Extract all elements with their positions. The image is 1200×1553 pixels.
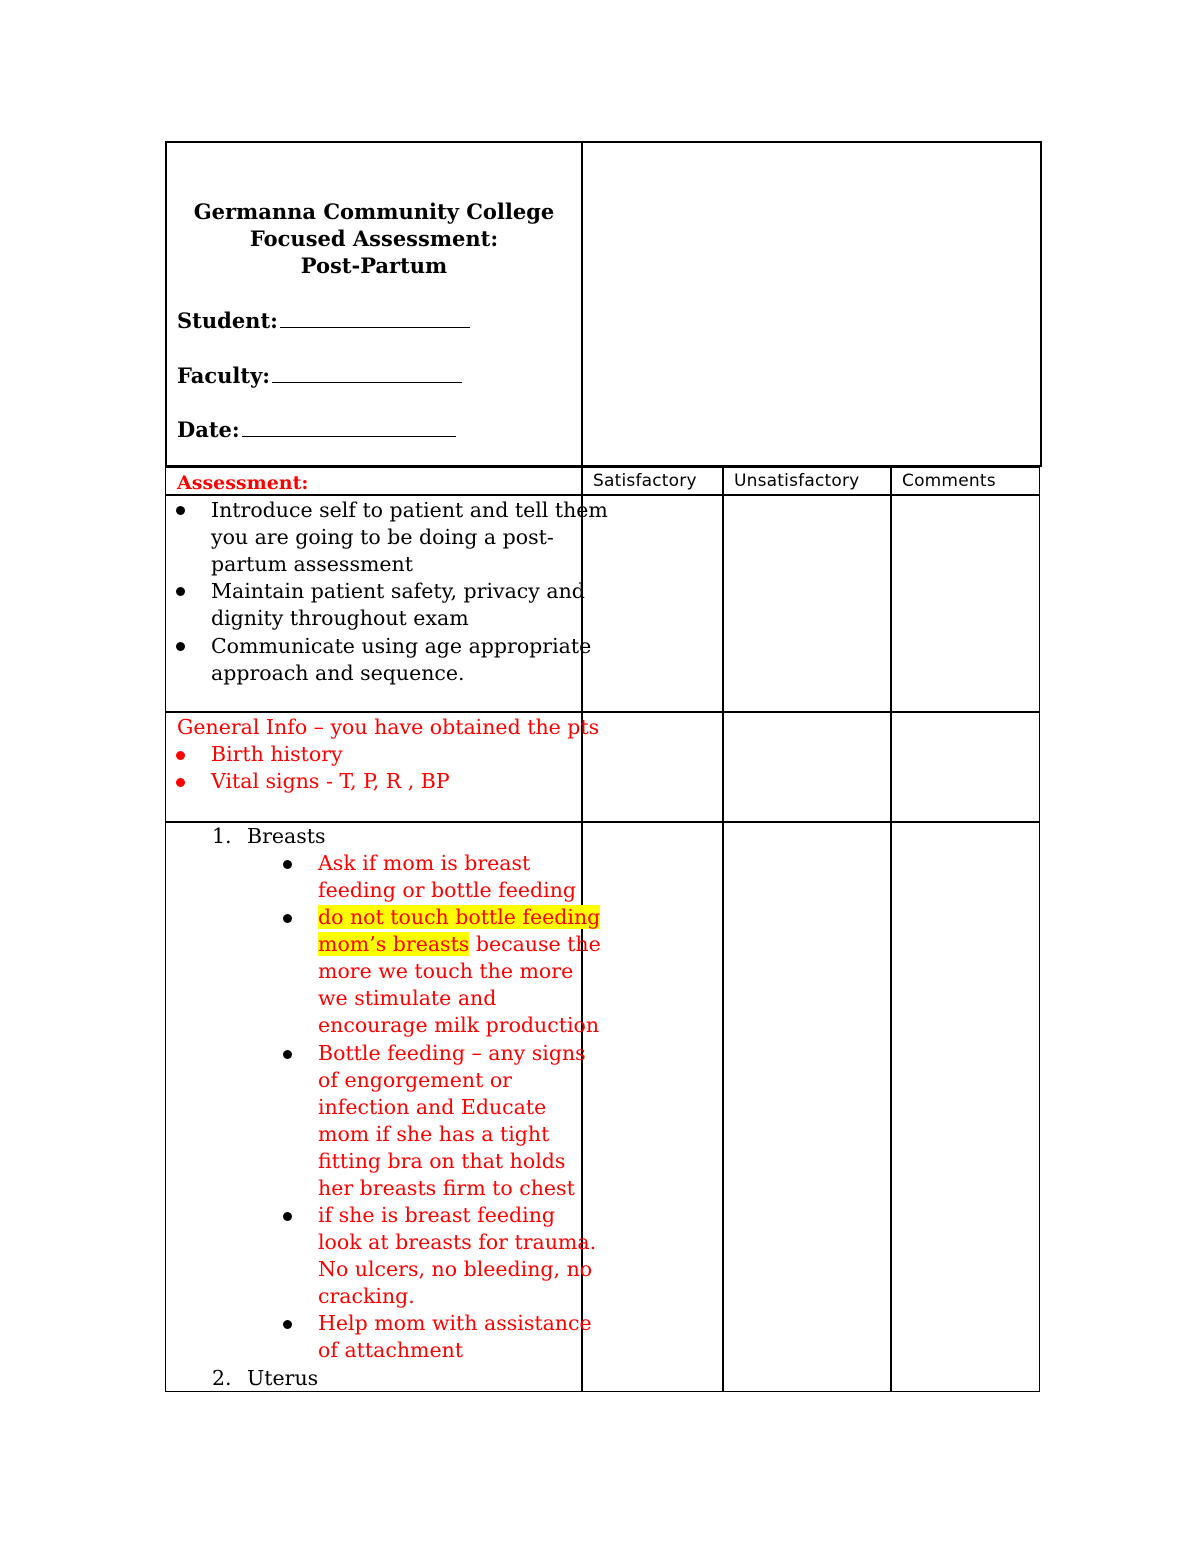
date-field[interactable] (177, 414, 456, 443)
general-info-heading: General Info – you have obtained the pts (177, 715, 600, 739)
list-item-cont: of attachment (318, 1338, 464, 1362)
numbered-item-number: 1. (212, 824, 232, 848)
student-field[interactable] (177, 305, 470, 334)
bullet-icon (283, 860, 292, 869)
assessment-heading: Assessment: (177, 472, 309, 494)
faculty-label: Faculty: (177, 363, 271, 388)
list-item-cont: mom if she has a tight (318, 1122, 550, 1146)
list-item: Birth history (211, 742, 343, 766)
list-item-cont: encourage milk production (318, 1013, 600, 1037)
list-item-cont: look at breasts for trauma. (318, 1230, 597, 1254)
list-item-cont: fitting bra on that holds (318, 1149, 566, 1173)
date-label: Date: (177, 417, 240, 442)
list-item-text: because the (469, 932, 601, 956)
list-item-highlighted (318, 904, 600, 931)
bullet-icon (283, 914, 292, 923)
list-item: Maintain patient safety, privacy and (211, 579, 585, 603)
student-label: Student: (177, 308, 278, 333)
date-blank[interactable] (242, 414, 456, 437)
list-item: Vital signs - T, P, R , BP (211, 769, 450, 793)
list-item: Ask if mom is breast (318, 851, 531, 875)
header-divider (581, 141, 583, 467)
assessment-subtitle: Post-Partum (300, 253, 448, 278)
col-unsatisfactory: Unsatisfactory (734, 471, 860, 491)
list-item-cont: we stimulate and (318, 986, 497, 1010)
bullet-icon (176, 778, 185, 787)
student-blank[interactable] (280, 305, 470, 328)
bullet-icon (176, 642, 185, 651)
bullet-icon (176, 751, 185, 760)
col-divider-3 (890, 467, 892, 1392)
list-item: Bottle feeding – any signs (318, 1041, 586, 1065)
list-item-cont: approach and sequence. (211, 661, 465, 685)
bullet-icon (283, 1320, 292, 1329)
bullet-icon (176, 587, 185, 596)
list-item-cont: you are going to be doing a post- (211, 525, 554, 549)
list-item-cont: dignity throughout exam (211, 606, 469, 630)
faculty-field[interactable] (177, 360, 462, 389)
assessment-title: Focused Assessment: (249, 226, 499, 251)
list-item: Help mom with assistance (318, 1311, 592, 1335)
list-item-cont: her breasts firm to chest (318, 1176, 575, 1200)
numbered-item-number: 2. (212, 1366, 232, 1390)
list-item-cont: infection and Educate (318, 1095, 547, 1119)
col-divider-2 (722, 467, 724, 1392)
list-item: Communicate using age appropriate (211, 634, 592, 658)
numbered-item-label: Uterus (247, 1366, 319, 1390)
list-item-cont: of engorgement or (318, 1068, 512, 1092)
list-item: Introduce self to patient and tell them (211, 498, 608, 522)
list-item-cont (318, 931, 601, 958)
numbered-item-label: Breasts (247, 824, 326, 848)
bullet-icon (283, 1212, 292, 1221)
list-item-cont: No ulcers, no bleeding, no (318, 1257, 593, 1281)
bullet-icon (176, 506, 185, 515)
bullet-icon (283, 1050, 292, 1059)
highlighted-text: mom’s breasts (318, 932, 470, 956)
faculty-blank[interactable] (272, 360, 462, 383)
row-divider-1 (165, 711, 1040, 713)
list-item-cont: cracking. (318, 1284, 415, 1308)
list-item-cont: more we touch the more (318, 959, 574, 983)
col-satisfactory: Satisfactory (593, 471, 697, 491)
list-item: if she is breast feeding (318, 1203, 556, 1227)
college-name: Germanna Community College (193, 199, 555, 224)
highlighted-text: do not touch bottle feeding (318, 905, 601, 929)
list-item-cont: feeding or bottle feeding (318, 878, 577, 902)
list-item-cont: partum assessment (211, 552, 413, 576)
col-comments: Comments (902, 471, 996, 491)
